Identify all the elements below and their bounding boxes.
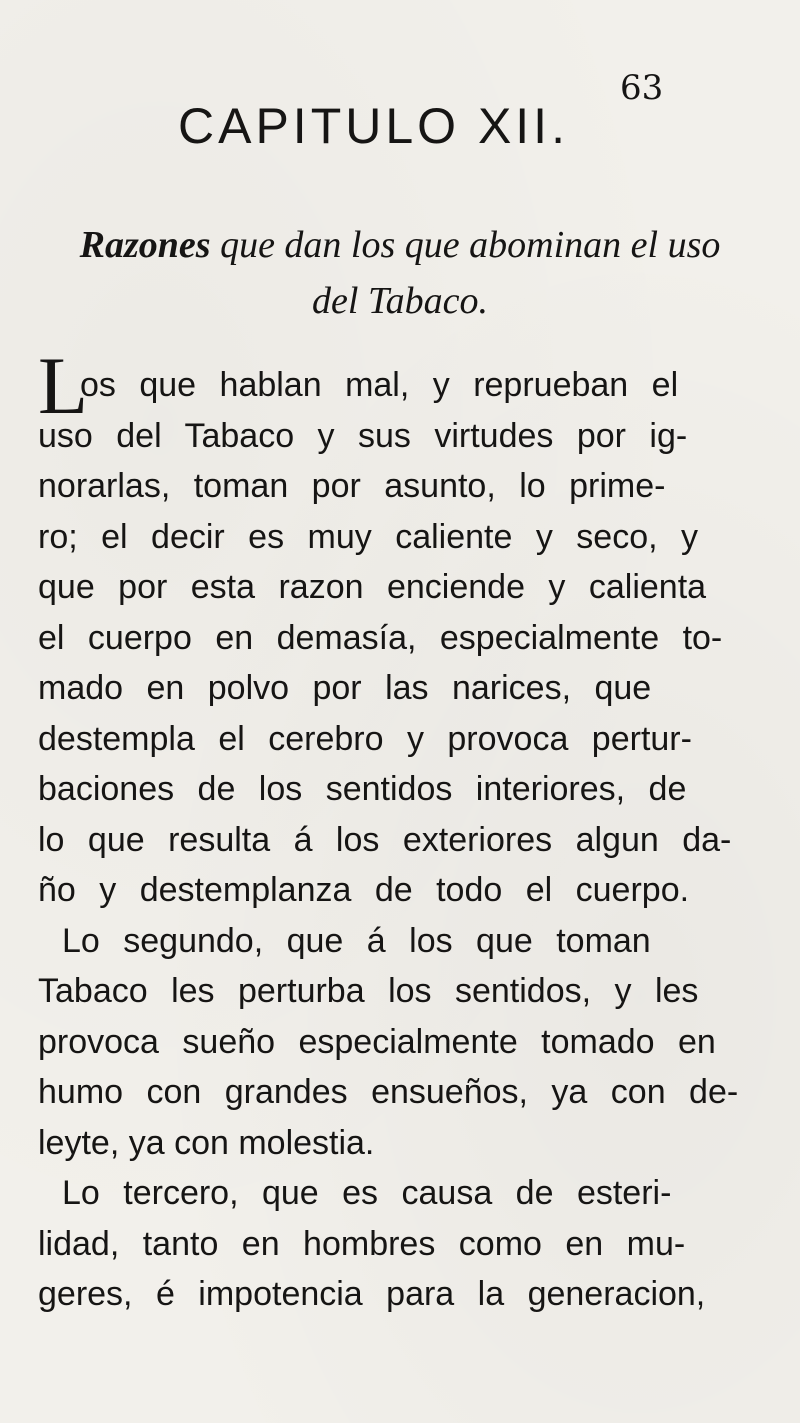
chapter-title: CAPITULO XII.: [178, 98, 569, 154]
body-line: ño y destemplanza de todo el cuerpo.: [38, 871, 690, 909]
body-line: mado en polvo por las narices, que: [38, 669, 652, 707]
body-line: geres, é impotencia para la generacion,: [38, 1275, 706, 1313]
drop-cap: L: [38, 340, 89, 431]
subtitle-bold-word: Razones: [79, 224, 211, 266]
chapter-subtitle-line-1: [0, 222, 800, 268]
body-line: destempla el cerebro y provoca pertur-: [38, 719, 692, 758]
body-line: lo que resulta á los exteriores algun da-: [38, 820, 732, 859]
body-line: humo con grandes ensueños, ya con de-: [38, 1073, 739, 1111]
body-line: baciones de los sentidos interiores, de: [38, 770, 687, 808]
body-line: provoca sueño especialmente tomado en: [38, 1022, 716, 1061]
body-line: Lo segundo, que á los que toman: [62, 921, 651, 960]
body-line: leyte, ya con molestia.: [38, 1123, 375, 1162]
body-line: que por esta razon enciende y calienta: [38, 568, 707, 606]
subtitle-rest: que dan los que abominan el uso: [210, 224, 721, 266]
body-line: lidad, tanto en hombres como en mu-: [38, 1224, 686, 1263]
chapter-subtitle-line-2: del Tabaco.: [312, 280, 488, 322]
body-line: os que hablan mal, y reprueban el: [80, 366, 679, 404]
body-line: norarlas, toman por asunto, lo prime-: [38, 467, 666, 505]
body-line: Lo tercero, que es causa de esteri-: [62, 1174, 672, 1212]
body-line: ro; el decir es muy caliente y seco, y: [38, 517, 699, 556]
body-line: el cuerpo en demasía, especialmente to-: [38, 618, 723, 657]
body-line: uso del Tabaco y sus virtudes por ig-: [38, 416, 688, 455]
body-line: Tabaco les perturba los sentidos, y les: [38, 972, 699, 1010]
page-number: 63: [620, 68, 664, 108]
